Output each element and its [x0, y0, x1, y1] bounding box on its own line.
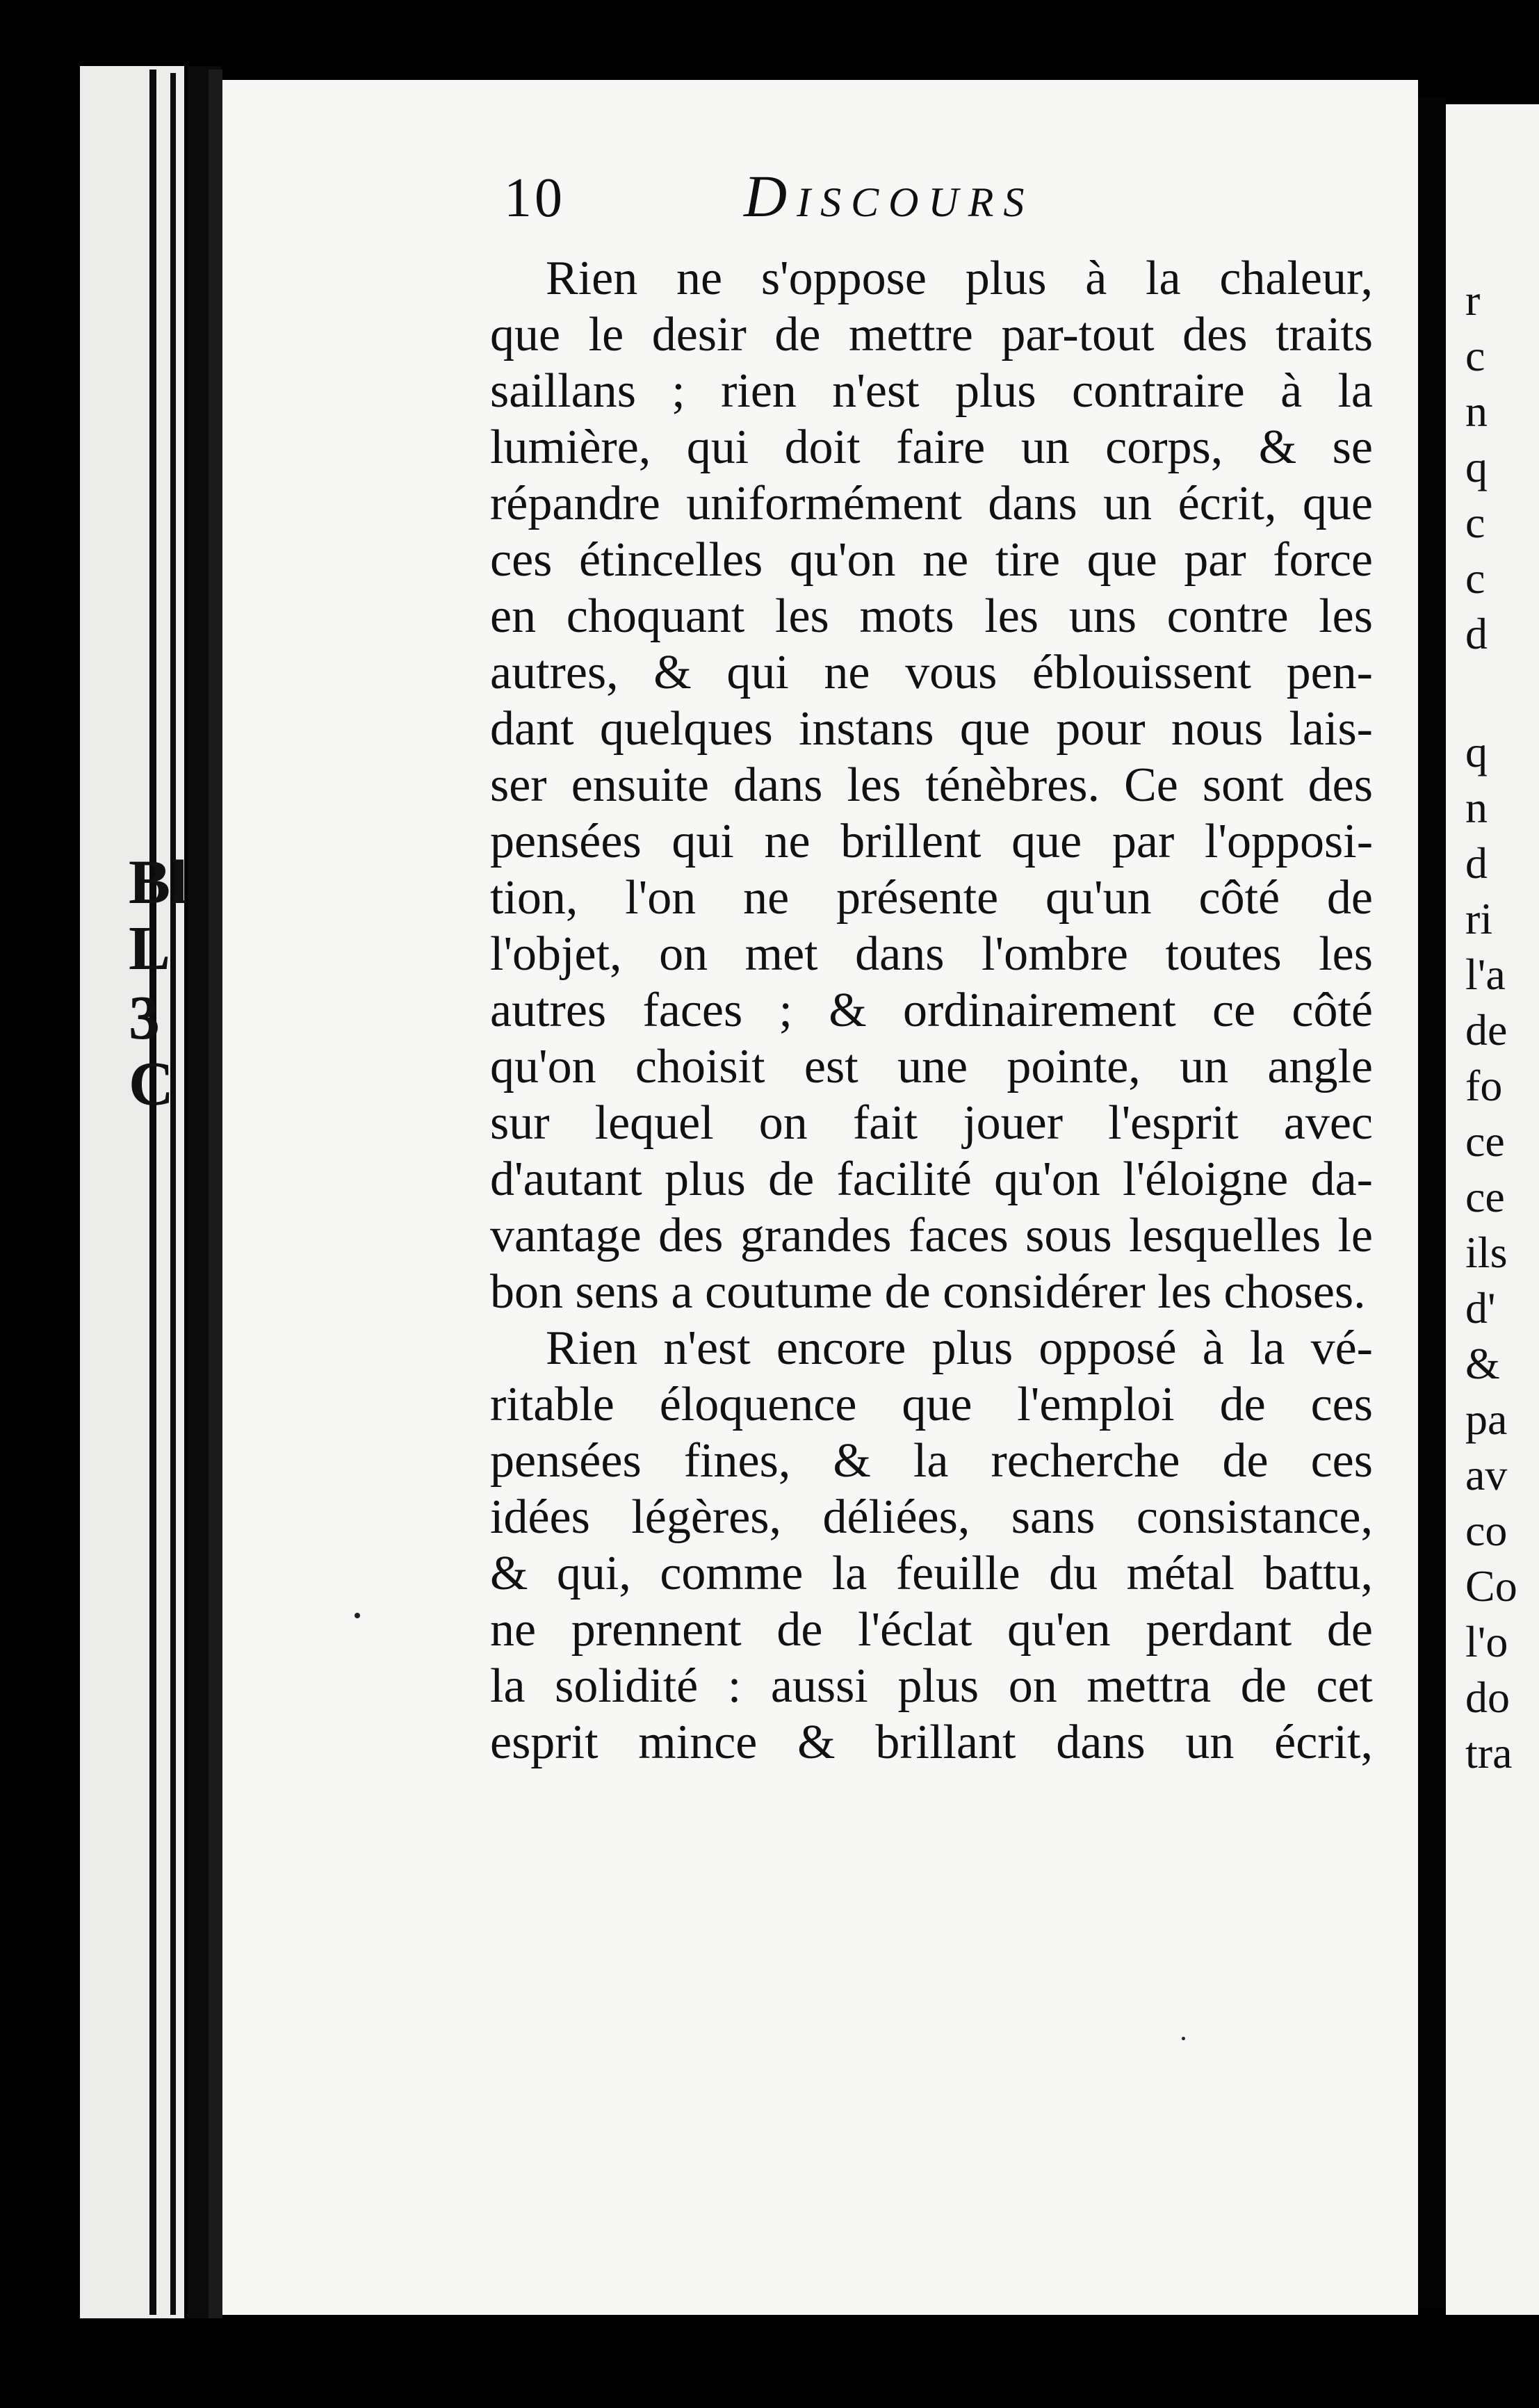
page-edges	[80, 66, 188, 2318]
text-line: autres faces ; & ordinairement ce côté	[490, 984, 1373, 1037]
facing-line: ce	[1465, 1172, 1505, 1221]
text-line: vantage des grandes faces sous lesquelles le	[490, 1209, 1373, 1262]
page-edge-line	[170, 73, 176, 2315]
facing-line: n	[1465, 387, 1488, 436]
text-line: la solidité : aussi plus on mettra de cet	[490, 1659, 1373, 1713]
facing-page	[1446, 104, 1539, 2315]
spine-fragment: C	[129, 1050, 174, 1118]
ink-speck	[355, 1613, 360, 1618]
text-line: ser ensuite dans les ténèbres. Ce sont des	[490, 758, 1373, 812]
text-line: lumière, qui doit faire un corps, & se	[490, 421, 1373, 474]
spine-fragment: Bl	[129, 848, 188, 917]
text-line: que le desir de mettre par-tout des traits	[490, 308, 1373, 361]
text-line: ne prennent de l'éclat qu'en perdant de	[490, 1603, 1373, 1657]
text-line: ces étincelles qu'on ne tire que par force	[490, 533, 1373, 587]
facing-line: pa	[1465, 1394, 1508, 1444]
text-line: sur lequel on fait jouer l'esprit avec	[490, 1096, 1373, 1150]
text-line: tion, l'on ne présente qu'un côté de	[490, 871, 1373, 925]
facing-line: d'	[1465, 1283, 1496, 1333]
page-number: 10	[504, 168, 565, 229]
facing-line: l'o	[1465, 1617, 1508, 1666]
facing-line: r	[1465, 275, 1481, 325]
text-line: l'objet, on met dans l'ombre toutes les	[490, 927, 1373, 981]
text-line: & qui, comme la feuille du métal battu,	[490, 1547, 1373, 1600]
facing-line: do	[1465, 1673, 1510, 1722]
facing-line: d	[1465, 609, 1488, 658]
facing-line: ils	[1465, 1228, 1508, 1277]
text-line: idées légères, déliées, sans consistance,	[490, 1490, 1373, 1544]
facing-line: c	[1465, 553, 1485, 603]
ink-speck	[1182, 2037, 1185, 2040]
facing-line: Co	[1465, 1561, 1517, 1611]
page-edge-line	[149, 70, 156, 2315]
text-line: répandre uniformément dans un écrit, que	[490, 477, 1373, 530]
facing-line: n	[1465, 783, 1488, 832]
facing-line: d	[1465, 838, 1488, 888]
facing-line: q	[1465, 727, 1488, 776]
facing-line: tra	[1465, 1728, 1513, 1777]
text-line: Rien ne s'oppose plus à la chaleur,	[546, 252, 1373, 305]
facing-line: c	[1465, 331, 1485, 380]
text-line: qu'on choisit est une pointe, un angle	[490, 1040, 1373, 1093]
text-line: dant quelques instans que pour nous lais-	[490, 702, 1373, 756]
facing-line: av	[1465, 1450, 1508, 1499]
facing-line: co	[1465, 1506, 1508, 1555]
text-line: en choquant les mots les uns contre les	[490, 589, 1373, 643]
page-edge-line	[209, 70, 222, 2318]
book-gutter	[1418, 97, 1446, 2308]
facing-line: l'a	[1465, 950, 1506, 999]
facing-line: ce	[1465, 1116, 1505, 1166]
body-text	[490, 250, 1373, 1771]
text-line: autres, & qui ne vous éblouissent pen-	[490, 646, 1373, 699]
text-line: ritable éloquence que l'emploi de ces	[490, 1378, 1373, 1431]
facing-line: de	[1465, 1005, 1508, 1055]
text-line: saillans ; rien n'est plus contraire à la	[490, 364, 1373, 418]
facing-line: q	[1465, 442, 1488, 491]
running-head: Discours	[744, 163, 1034, 229]
spine-fragment: 3	[129, 984, 160, 1052]
facing-line: c	[1465, 498, 1485, 547]
text-line: esprit mince & brillant dans un écrit,	[490, 1716, 1373, 1769]
facing-line: &	[1465, 1339, 1500, 1388]
text-line: d'autant plus de facilité qu'on l'éloigne da-	[490, 1153, 1373, 1206]
spine-fragment: L	[129, 914, 171, 983]
text-line: bon sens a coutume de considérer les choses.	[490, 1265, 1366, 1319]
text-line: pensées fines, & la recherche de ces	[490, 1434, 1373, 1488]
facing-line: fo	[1465, 1061, 1503, 1110]
facing-line: ri	[1465, 894, 1493, 943]
text-line: Rien n'est encore plus opposé à la vé-	[546, 1321, 1373, 1375]
text-line: pensées qui ne brillent que par l'opposi-	[490, 815, 1373, 868]
